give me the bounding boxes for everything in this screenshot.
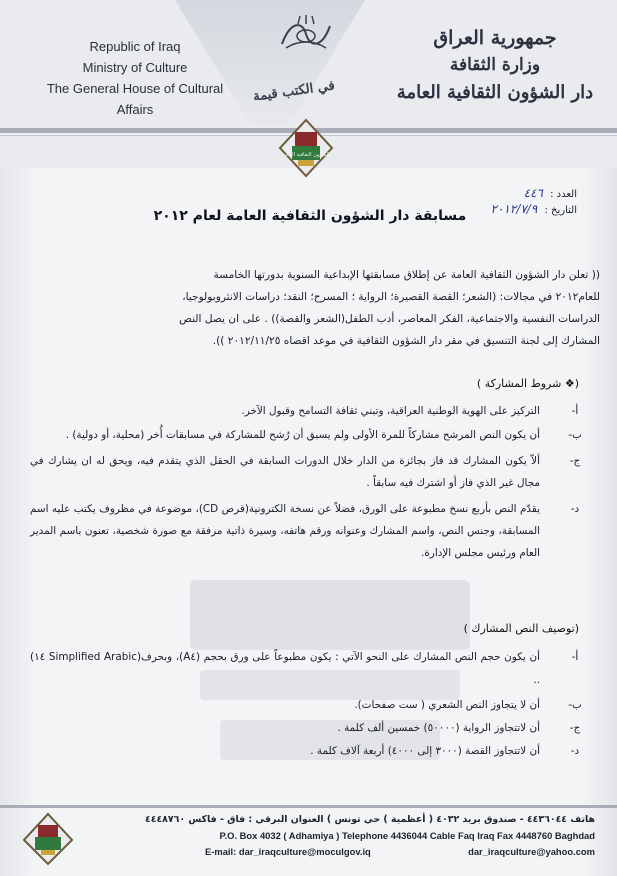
footer-english-address: P.O. Box 4032 ( Adhamiya ) Telephone 4436044 Cable Faq Iraq Fax 4448760 Baghdad — [219, 830, 595, 841]
spec-marker: د- — [570, 745, 580, 757]
spec-text: أن يكون حجم النص المشارك على النحو الآتي : يكون مطبوعاً على ورق بحجم (A٤)، وبحرف(Simplified Arabic ١٤) .. — [30, 651, 540, 686]
condition-marker: أ- — [571, 405, 579, 417]
spec-marker: ج- — [569, 722, 581, 734]
reference-date-label: التاريخ : — [544, 205, 577, 216]
condition-text: التركيز على الهوية الوطنية العراقية، وتبني ثقافة التسامح وقبول الآخر. — [241, 405, 540, 417]
tughra-emblem-icon — [276, 14, 336, 54]
institution-logo-icon — [278, 118, 334, 178]
document-title: مسابقة دار الشؤون الثقافية العامة لعام ٢٠١٢ — [153, 208, 467, 224]
spec-item — [30, 646, 579, 692]
footer-logo-icon — [22, 812, 74, 866]
condition-marker: ب- — [568, 429, 582, 441]
en-ministry: Ministry of Culture — [82, 60, 188, 75]
conditions-heading: (❖ شروط المشاركة ) — [476, 377, 579, 390]
spec-text: أن لا يتجاوز النص الشعري ( ست صفحات). — [354, 699, 540, 711]
condition-marker: ج- — [569, 455, 581, 467]
en-institution: The General House of Cultural Affairs — [46, 81, 224, 117]
english-letterhead — [40, 36, 230, 120]
condition-text: ألاّ يكون المشارك قد فاز بجائزة من الدار خلال الدورات السابقة في الحقل الذي يتقدم فيه، ويحق له ان يشارك في مجال غير الذي فاز أو اشترك فيه سابقاً . — [30, 455, 540, 489]
spec-item — [30, 694, 582, 717]
en-country: Republic of Iraq — [89, 39, 181, 54]
reference-number-row — [437, 186, 577, 202]
ar-institution: دار الشؤون الثقافية العامة — [396, 82, 594, 103]
ar-ministry: وزارة الثقافة — [449, 55, 541, 75]
condition-text: يقدّم النص بأربع نسخ مطبوعة على الورق، فضلاً عن نسخة الكترونية(قرص CD)، موضوعة في مظروف يكتب عليه اسم المسابقة، وجنس النص، واسم المشارك وعنوانه ورقم هاتفه، وسيرة ذاتية مرفقة مع صورة شخصية، تعنون باسم المدير العام ورئيس مجلس الإدارة. — [30, 503, 540, 559]
spec-marker: ب- — [568, 699, 582, 711]
arabic-letterhead — [395, 24, 595, 108]
spec-item — [30, 717, 581, 740]
spec-text: أن لاتتجاوز القصة (٣٠٠٠ إلى ٤٠٠٠) أربعة آلاف كلمة . — [310, 745, 540, 757]
spec-item — [30, 740, 580, 763]
condition-text: أن يكون النص المرشح مشاركاً للمرة الأولى ولم يسبق أن رُشح للمشاركة في مسابقات أُخر (محلية، أو دولية) . — [65, 429, 540, 441]
footer-rule — [0, 805, 617, 808]
conditions-list — [30, 400, 582, 564]
spec-text: أن لاتتجاوز الرواية (٥٠٠٠٠) خمسين ألف كلمة . — [337, 722, 540, 734]
footer-email-secondary[interactable]: dar_iraqculture@yahoo.com — [468, 846, 595, 857]
condition-item — [30, 424, 582, 446]
specs-heading: (توصيف النص المشارك ) — [463, 622, 579, 635]
intro-line: الدراسات النفسية والاجتماعية، الفكر المعاصر، أدب الطفل(الشعر والقصة)) . على ان يصل النص — [179, 313, 600, 325]
ar-country: جمهورية العراق — [433, 27, 557, 49]
spec-marker: أ- — [571, 651, 579, 663]
condition-marker: د- — [570, 503, 580, 515]
intro-line: المشارك إلى لجنة التنسيق في مقر دار الشؤون الثقافية في موعد اقصاه ٢٠١٢/١١/٢٥ )). — [212, 335, 600, 347]
reference-number-label: العدد : — [550, 189, 577, 200]
intro-line: للعام٢٠١٢ في مجالات: (الشعر؛ القصة القصيرة؛ الرواية ؛ المسرح؛ النقد؛ دراسات الانثروبولوجيا، — [182, 291, 600, 303]
calligraphy-motto: في الكتب قيمة — [252, 78, 336, 105]
footer-contact — [90, 812, 595, 857]
condition-item — [30, 400, 579, 422]
logo-caption: الشؤون الثقافية العامة — [282, 152, 330, 158]
intro-line: (( تعلن دار الشؤون الثقافية العامة عن إطلاق مسابقتها الإبداعية السنوية بدورتها الخامسة — [213, 269, 600, 281]
footer-email-primary[interactable]: E-mail: dar_iraqculture@moculgov.iq — [205, 846, 371, 857]
reference-date-value: ٢٠١٢/٧/٩ — [490, 202, 538, 216]
condition-item — [30, 450, 581, 494]
reference-number-value: ٤٤٦ — [523, 186, 543, 200]
condition-item — [30, 498, 580, 564]
intro-paragraph — [30, 264, 600, 352]
specs-list — [30, 646, 582, 763]
footer-arabic-address: هاتف ٤٤٣٦٠٤٤ - صندوق بريد ٤٠٣٢ ( أعظمية ) حي تونس ) العنوان البرقي : فاق - فاكس ٤٤٤٨٧٦٠ — [145, 814, 595, 825]
